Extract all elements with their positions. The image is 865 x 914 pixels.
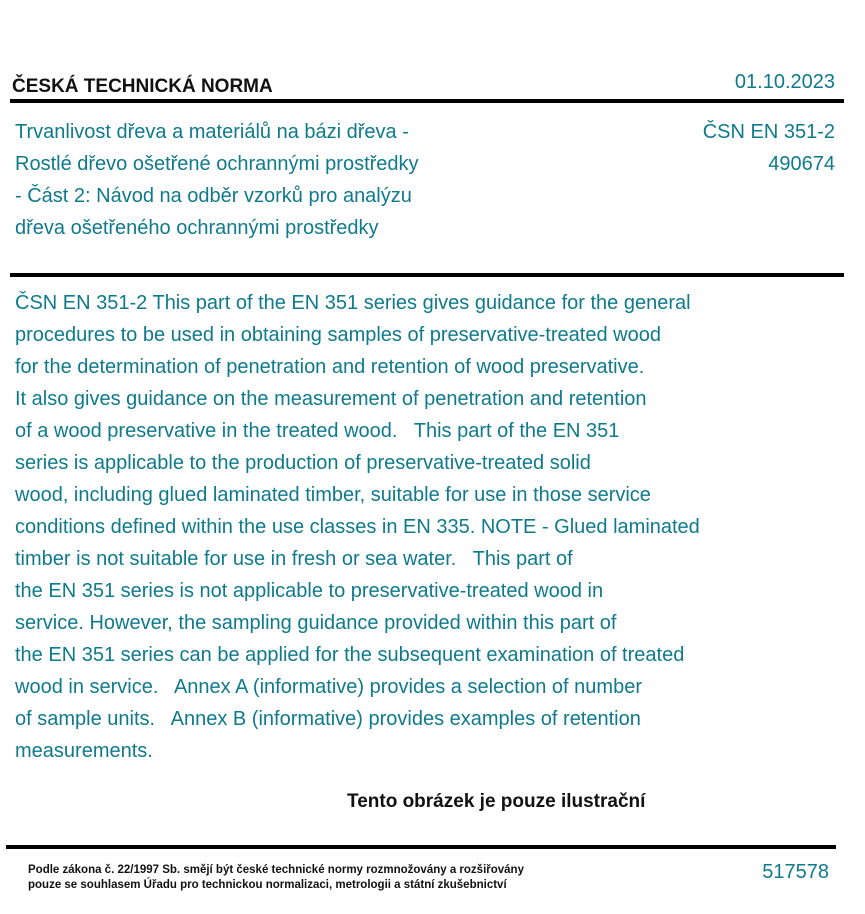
standard-number: ČSN EN 351-2 bbox=[702, 121, 835, 143]
abstract-line: the EN 351 series can be applied for the subsequent examination of treated bbox=[15, 644, 685, 666]
abstract-line: measurements. bbox=[15, 740, 153, 762]
abstract-line: conditions defined within the use classes in EN 335. NOTE - Glued laminated bbox=[15, 516, 700, 538]
abstract-line: timber is not suitable for use in fresh or sea water. This part of bbox=[15, 548, 573, 570]
abstract-line: procedures to be used in obtaining samples of preservative-treated wood bbox=[15, 324, 661, 346]
document-id: 517578 bbox=[762, 861, 829, 883]
standard-title-line: - Část 2: Návod na odběr vzorků pro analýzu bbox=[15, 185, 412, 207]
abstract-line: wood, including glued laminated timber, suitable for use in those service bbox=[15, 484, 651, 506]
abstract-line: of a wood preservative in the treated wood. This part of the EN 351 bbox=[15, 420, 620, 442]
standard-title-line: Trvanlivost dřeva a materiálů na bázi dřeva - bbox=[15, 121, 409, 143]
abstract-line: It also gives guidance on the measurement of penetration and retention bbox=[15, 388, 647, 410]
abstract-line: for the determination of penetration and retention of wood preservative. bbox=[15, 356, 645, 378]
copyright-notice bbox=[28, 863, 524, 893]
illustration-disclaimer: Tento obrázek je pouze ilustrační bbox=[347, 791, 646, 812]
abstract-line: the EN 351 series is not applicable to preservative-treated wood in bbox=[15, 580, 604, 602]
title-divider bbox=[10, 273, 844, 277]
classification-code: 490674 bbox=[768, 153, 835, 175]
abstract-line: ČSN EN 351-2 This part of the EN 351 series gives guidance for the general bbox=[15, 292, 691, 314]
copyright-notice-line: Podle zákona č. 22/1997 Sb. smějí být české technické normy rozmnožovány a rozšiřovány bbox=[28, 864, 524, 876]
publication-date: 01.10.2023 bbox=[734, 71, 835, 93]
abstract-line: service. However, the sampling guidance provided within this part of bbox=[15, 612, 617, 634]
copyright-notice-line: pouze se souhlasem Úřadu pro technickou normalizaci, metrologii a státní zkušebnictví bbox=[28, 879, 507, 891]
document-type-title: ČESKÁ TECHNICKÁ NORMA bbox=[12, 76, 273, 97]
abstract-line: series is applicable to the production of preservative-treated solid bbox=[15, 452, 591, 474]
header-divider bbox=[10, 99, 844, 103]
standard-title bbox=[15, 116, 485, 244]
standard-title-line: dřeva ošetřeného ochrannými prostředky bbox=[15, 217, 379, 239]
abstract-line: wood in service. Annex A (informative) provides a selection of number bbox=[15, 676, 642, 698]
standard-title-line: Rostlé dřevo ošetřené ochrannými prostředky bbox=[15, 153, 419, 175]
abstract-line: of sample units. Annex B (informative) provides examples of retention bbox=[15, 708, 641, 730]
abstract-text bbox=[15, 287, 795, 767]
footer-divider bbox=[6, 845, 836, 849]
